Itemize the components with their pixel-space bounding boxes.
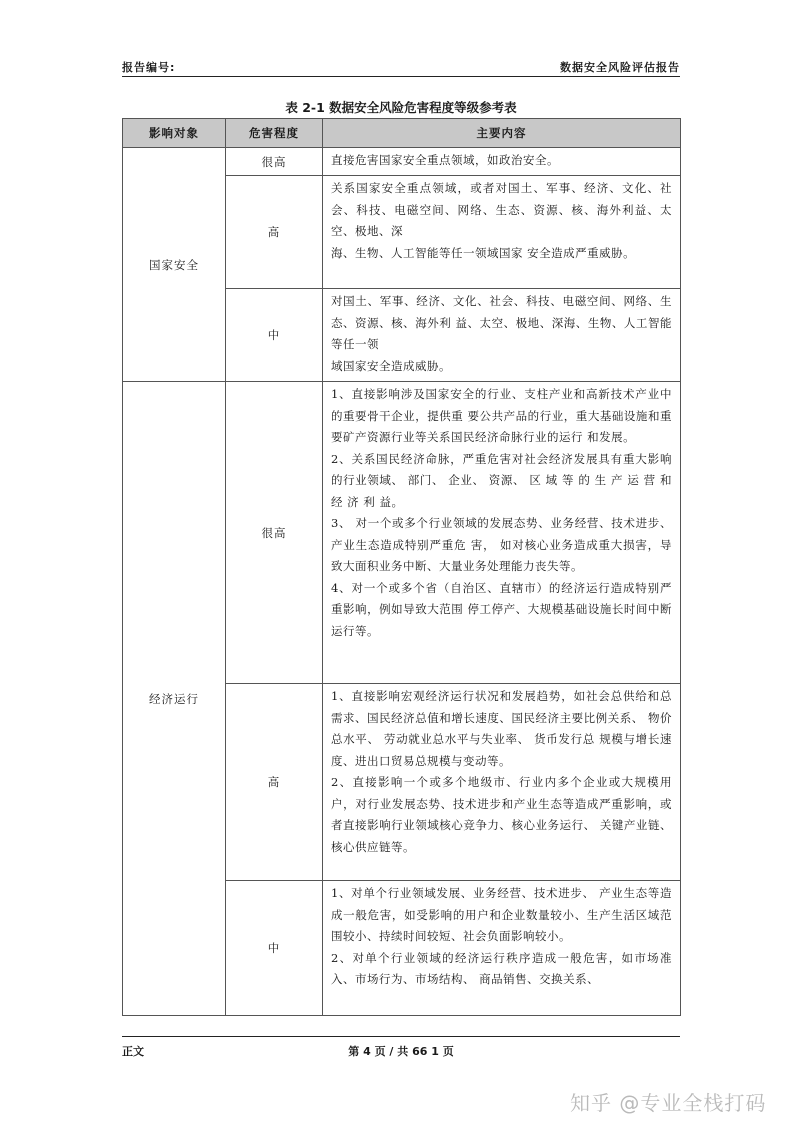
content-paragraph: 海、生物、人工智能等任一领域国家 安全造成严重威胁。	[331, 245, 636, 260]
content-cell	[323, 382, 681, 684]
column-header-content: 主要内容	[323, 119, 681, 148]
content-cell	[323, 684, 681, 881]
content-cell	[323, 881, 681, 1016]
content-cell	[323, 176, 681, 289]
table-row	[123, 148, 681, 176]
impact-object-cell: 经济运行	[123, 382, 226, 1016]
table-row	[123, 382, 681, 684]
page-number: 第 4 页 / 共 66 1 页	[348, 1045, 454, 1058]
column-header-object: 影响对象	[123, 119, 226, 148]
page-footer	[122, 1036, 680, 1058]
harm-level-cell: 中	[226, 289, 323, 382]
harm-level-cell: 很高	[226, 148, 323, 176]
content-paragraph: 3、 对一个或多个行业领域的发展态势、业务经营、技术进步、 产业生态造成特别严重危 害， 如对核心业务造成重大损害，导致大面积业务中断、大量业务处理能力丧失等。	[331, 516, 672, 573]
content-paragraph: 1、直接影响涉及国家安全的行业、支柱产业和高新技术产业中的重要骨干企业，提供重 要公共产品的行业，重大基础设施和重要矿产资源行业等关系国民经济命脉行业的运行 和发展。	[331, 387, 672, 444]
content-paragraph: 2、直接影响一个或多个地级市、行业内多个企业或大规模用户，对行业发展态势、技术进步和产业生态等造成严重影响，或者直接影响行业领域核心竞争力、核心业务运行、 关键产业链、核心供应链等。	[331, 775, 672, 854]
table-header-row	[123, 119, 681, 148]
page-header	[122, 56, 680, 77]
harm-level-cell: 中	[226, 881, 323, 1016]
report-title: 数据安全风险评估报告	[560, 61, 680, 74]
watermark-text: 知乎 @专业全栈打码	[570, 1091, 767, 1115]
harm-level-cell: 很高	[226, 382, 323, 684]
content-paragraph: 4、对一个或多个省（自治区、直辖市）的经济运行造成特别严重影响，例如导致大范围 停工停产、大规模基础设施长时间中断运行等。	[331, 580, 672, 638]
content-paragraph: 对国土、军事、经济、文化、社会、科技、电磁空间、网络、生态、资源、核、海外利 益、太空、极地、深海、生物、人工智能等任一领	[331, 294, 672, 351]
content-paragraph: 1、对单个行业领域发展、业务经营、技术进步、 产业生态等造成一般危害，如受影响的用户和企业数量较小、生产生活区域范围较小、持续时间较短、社会负面影响较小。	[331, 886, 672, 943]
report-number-label: 报告编号:	[122, 61, 176, 74]
impact-object-cell: 国家安全	[123, 148, 226, 382]
column-header-level: 危害程度	[226, 119, 323, 148]
content-cell	[323, 289, 681, 382]
content-paragraph: 关系国家安全重点领域，或者对国土、军事、经济、文化、社会、科技、电磁空间、网络、生态、资源、核、海外利益、太空、极地、深	[331, 181, 672, 238]
footer-section-label: 正文	[122, 1045, 144, 1058]
content-paragraph: 域国家安全造成威胁。	[331, 358, 451, 373]
content-paragraph: 直接危害国家安全重点领域，如政治安全。	[331, 153, 559, 167]
table-caption: 表 2-1 数据安全风险危害程度等级参考表	[285, 100, 517, 115]
content-paragraph: 2、对单个行业领域的经济运行秩序造成一般危害，如市场准入、市场行为、市场结构、 商品销售、交换关系、	[331, 950, 672, 986]
content-paragraph: 1、直接影响宏观经济运行状况和发展趋势，如社会总供给和总需求、国民经济总值和增长速度、国民经济主要比例关系、 物价总水平、 劳动就业总水平与失业率、 货币发行总 规模与增长速度、进出口贸易总规模与变动等。	[331, 689, 672, 768]
content-paragraph: 2、关系国民经济命脉，严重危害对社会经济发展具有重大影响的行业领域、 部门、 企业、 资源、 区 域 等 的 生 产 运 营 和 经 济 利 益。	[331, 451, 672, 509]
content-cell	[323, 148, 681, 176]
harm-level-cell: 高	[226, 176, 323, 289]
harm-level-cell: 高	[226, 684, 323, 881]
risk-level-table	[122, 118, 681, 1016]
